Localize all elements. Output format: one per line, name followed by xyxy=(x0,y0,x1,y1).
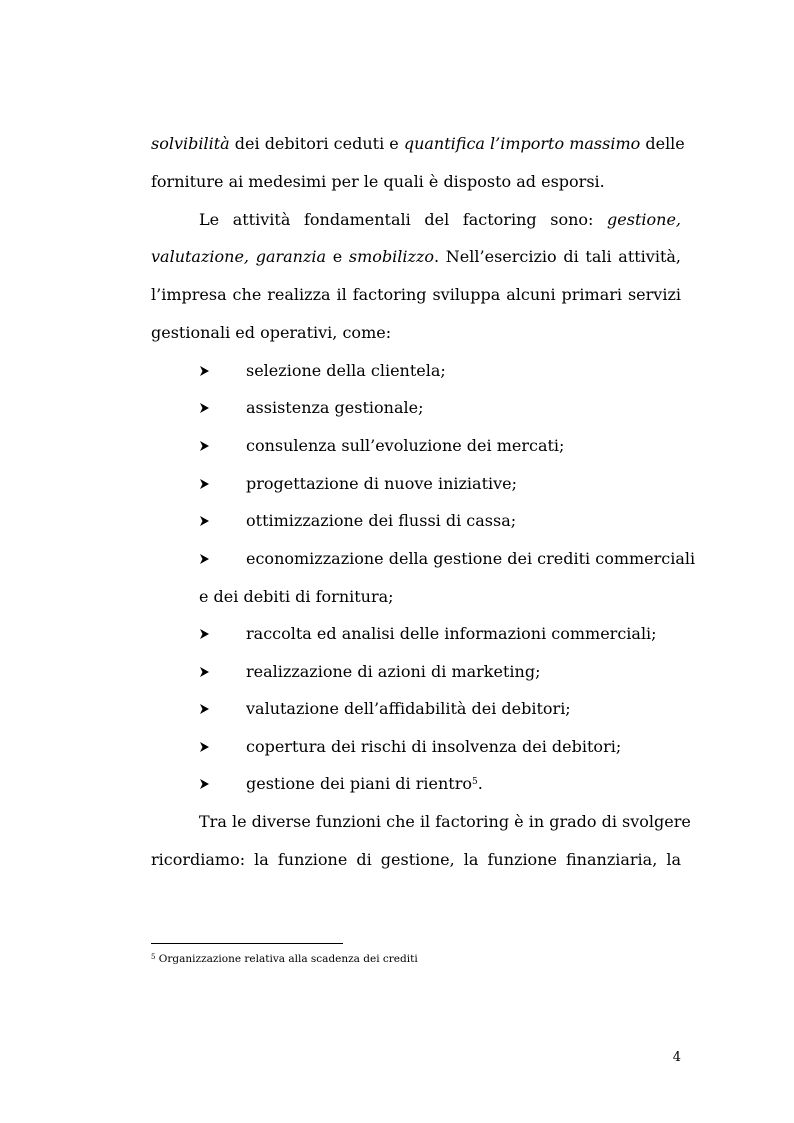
page-number: 4 xyxy=(672,1050,681,1065)
emphasis-gestione: gestione, xyxy=(607,210,681,229)
footnote-number: 5 xyxy=(151,953,156,961)
list-item: gestione dei piani di rientro$^5$. xyxy=(151,774,681,794)
list-item-continuation: e dei debiti di fornitura; xyxy=(199,587,394,606)
footnote-text: Organizzazione relativa alla scadenza dei crediti xyxy=(155,953,418,965)
emphasis-smobilizzo: smobilizzo xyxy=(348,247,435,266)
arrowhead-bullet-icon xyxy=(197,436,213,456)
paragraph-2-line-1: Le attività fondamentali del factoring sono: gestione, xyxy=(199,210,681,229)
list-item: progettazione di nuove iniziative; xyxy=(151,474,681,494)
list-item: selezione della clientela; xyxy=(151,361,681,381)
arrowhead-bullet-icon xyxy=(197,398,213,418)
paragraph-3-line-2: ricordiamo: la funzione di gestione, la funzione finanziaria, la xyxy=(151,850,681,869)
list-item: raccolta ed analisi delle informazioni commerciali; xyxy=(151,624,681,644)
emphasis-solvibilita: solvibilità xyxy=(151,134,230,153)
emphasis-quantifica: quantifica l’importo massimo xyxy=(403,134,641,153)
arrowhead-bullet-icon xyxy=(197,549,213,569)
list-item: ottimizzazione dei flussi di cassa; xyxy=(151,511,681,531)
list-item: copertura dei rischi di insolvenza dei debitori; xyxy=(151,737,681,757)
paragraph-1-line-1: solvibilità dei debitori ceduti e quantifica l’importo massimo delle xyxy=(151,134,685,153)
paragraph-3-line-1: Tra le diverse funzioni che il factoring è in grado di svolgere xyxy=(199,812,691,831)
paragraph-2-line-3: l’impresa che realizza il factoring sviluppa alcuni primari servizi xyxy=(151,285,681,304)
list-item: realizzazione di azioni di marketing; xyxy=(151,662,681,682)
arrowhead-bullet-icon xyxy=(197,737,213,757)
arrowhead-bullet-icon xyxy=(197,474,213,494)
arrowhead-bullet-icon xyxy=(197,774,213,794)
paragraph-2-line-2: valutazione, garanzia e smobilizzo. Nell’esercizio di tali attività, xyxy=(151,247,682,266)
arrowhead-bullet-icon xyxy=(197,662,213,682)
arrowhead-bullet-icon xyxy=(197,361,213,381)
footnote xyxy=(151,952,418,966)
list-item: economizzazione della gestione dei crediti commerciali xyxy=(151,549,681,569)
footnote-reference[interactable]: 5 xyxy=(471,777,478,787)
paragraph-2-line-4: gestionali ed operativi, come: xyxy=(151,323,392,342)
list-item: consulenza sull’evoluzione dei mercati; xyxy=(151,436,681,456)
list-item: assistenza gestionale; xyxy=(151,398,681,418)
arrowhead-bullet-icon xyxy=(197,511,213,531)
arrowhead-bullet-icon xyxy=(197,699,213,719)
arrowhead-bullet-icon xyxy=(197,624,213,644)
footnote-separator xyxy=(151,943,343,944)
paragraph-1-line-2: forniture ai medesimi per le quali è disposto ad esporsi. xyxy=(151,172,605,191)
list-item: valutazione dell’affidabilità dei debitori; xyxy=(151,699,681,719)
emphasis-valutazione-garanzia: valutazione, garanzia xyxy=(151,247,327,266)
